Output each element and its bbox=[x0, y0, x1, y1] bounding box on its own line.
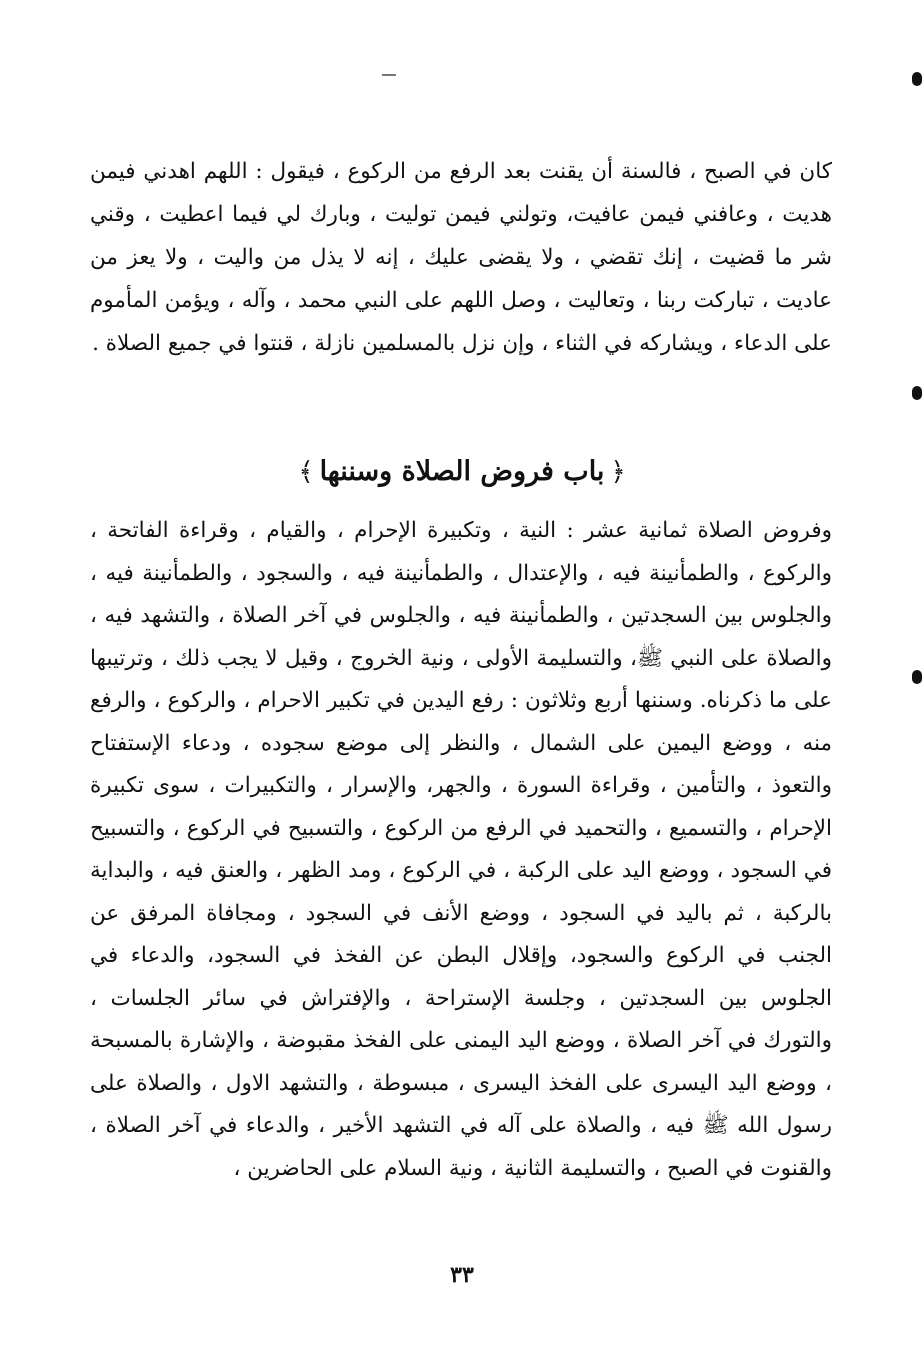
heading-ornament-open: ﴿ bbox=[610, 457, 626, 487]
section-title: باب فروض الصلاة وسننها bbox=[319, 456, 605, 487]
section-heading bbox=[0, 452, 924, 492]
margin-dot bbox=[912, 72, 922, 86]
scan-mark bbox=[382, 74, 396, 76]
continuation-paragraph: كان في الصبح ، فالسنة أن يقنت بعد الرفع من الركوع ، فيقول : اللهم اهدني فيمن هديت ، وعافني فيمن عافيت، وتولني فيمن توليت ، وبارك لي فيما اعطيت ، وقني شر ما قضيت ، إنك تقضي ، ولا يقضى عليك ، إنه لا يذل من واليت ، ولا يعز من عاديت ، تباركت ربنا ، وتعاليت ، وصل اللهم على النبي محمد ، وآله ، ويؤمن المأموم على الدعاء ، ويشاركه في الثناء ، وإن نزل بالمسلمين نازلة ، قنتوا في جميع الصلاة . bbox=[90, 159, 832, 356]
margin-dot bbox=[912, 386, 922, 400]
page-number: ٣٣ bbox=[450, 1262, 474, 1288]
heading-ornament-close: ﴾ bbox=[298, 457, 314, 487]
body-paragraph: وفروض الصلاة ثمانية عشر : النية ، وتكبيرة الإحرام ، والقيام ، وقراءة الفاتحة ، والركوع ، والطمأنينة فيه ، والإعتدال ، والطمأنينة فيه ، والسجود ، والطمأنينة فيه ، والجلوس بين السجدتين ، والطمأنينة فيه ، والجلوس في آخر الصلاة ، والتشهد فيه ، والصلاة على النبي ﷺ، والتسليمة الأولى ، ونية الخروج ، وقيل لا يجب ذلك ، وترتيبها على ما ذكرناه. وسننها أربع وثلاثون : رفع اليدين في تكبير الاحرام ، والركوع ، والرفع منه ، ووضع اليمين على الشمال ، والنظر إلى موضع سجوده ، ودعاء الإستفتاح والتعوذ ، والتأمين ، وقراءة السورة ، والجهر، والإسرار ، والتكبيرات ، سوى تكبيرة الإحرام ، والتسميع ، والتحميد في الرفع من الركوع ، والتسبيح في الركوع ، والتسبيح في السجود ، ووضع اليد على الركبة ، في الركوع ، ومد الظهر ، والعنق فيه ، والبداية بالركبة ، ثم باليد في السجود ، ووضع الأنف في السجود ، ومجافاة المرفق عن الجنب في الركوع والسجود، وإقلال البطن عن الفخذ في السجود، والدعاء في الجلوس بين السجدتين ، وجلسة الإستراحة ، والإفتراش في سائر الجلسات ، والتورك في آخر الصلاة ، ووضع اليد اليمنى على الفخذ مقبوضة ، والإشارة بالمسبحة ، ووضع اليد اليسرى على الفخذ اليسرى ، مبسوطة ، والتشهد الاول ، والصلاة على رسول الله ﷺ فيه ، والصلاة على آله في التشهد الأخير ، والدعاء في آخر الصلاة ، والقنوت في الصبح ، والتسليمة الثانية ، ونية السلام على الحاضرين ، bbox=[90, 518, 832, 1181]
margin-dot bbox=[912, 670, 922, 684]
